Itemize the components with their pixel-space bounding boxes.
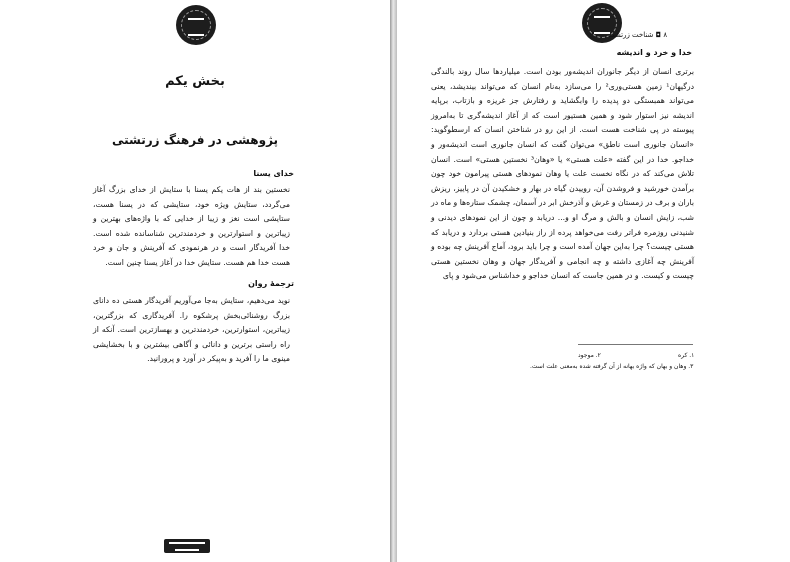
footnote: ۳. وهان و بهان که واژه بهانه از آن گرفته شده به‌معنی علت است. [530,363,694,370]
running-head: ۸ ◘ شناخت زرتشت [608,31,668,39]
body-paragraph: برتری انسان از دیگر جانوران اندیشه‌ور بودن است. میلیاردها سال روند بالندگی درگیهان¹ زمین هستی‌وری² را می‌سازد به‌نام انسان که می‌تواند بیندیشد، یعنی می‌تواند همبستگی دو پدیده را وابگشاید و رفتارش جز غریزه و بازتاب، برپایه اندیشه نیز استوار شود و همین هستیور است که از آغاز اندیشه‌گری تا به‌امروز پیوسته در پی شناخت هست است. از این رو در شناختن انسان که ارسطوگوید: «انسان جانوری است ناطق» می‌توان گفت که انسان جانوری است اندیشه‌ور و خداجو. خدا در این گفته «علت هستی» یا «وهان³ نخستین هستی» است. انسان تلاش می‌کند که در نگاه نخست علت یا وهان نمودهای هستی پیرامون خود چون برآمدن خورشید و فروشدن آن، روییدن گیاه در بهار و خشکیدن آن در پاییز، ریزش باران و برف در زمستان و غرش و آذرخش ابر در آسمان، چشمک ستاره‌ها و ماه در شب، زایش انسان و بالش و مرگ او و... دریابد و چون از این نمودهای دیدنی و شنیدنی روزمره فراتر رفت می‌خواهد پرده از راز بنیادین هستی بردارد و دریابد که هستی چیست؟ چرا به‌این جهان آمده است و چرا باید برود، آماج آفرینش چه بوده و آفرینش چه آغازی داشته و چه انجامی و آفریدگار جهان و وهان نخستین هستی چیست و کیست. و در همین جاست که انسان خداجو و خداشناس می‌شود و پای [431,67,694,281]
footnote: ۲. موجود [578,352,601,359]
book-gutter [390,0,397,562]
footnote: ۱. کره [678,352,695,359]
publisher-emblem-icon [176,5,216,45]
section-heading: خدای یسنا [253,169,294,178]
body-paragraph: نوید می‌دهیم، ستایش به‌جا می‌آوریم آفریدگار هستی ده دانای بزرگ روشنائی‌بخش پرشکوه را. آفریدگاری که بزرگترین، زیباترین، استوارترین، خردمندترین و بهسازترین است. آنکه از راه راستی برترین و دانائی و آگاهی بیشترین و با بخشایشی مینوی ما را آفرید و به‌پیکر در آورد و پرورانید. [93,296,290,364]
publisher-footer-logo-icon [164,539,210,553]
body-paragraph: نخستین بند از هات یکم یسنا با ستایش از خدای بزرگ آغاز می‌گردد، ستایش ویژه خود، ستایشی که در یسنا هست، ستایشی است نغز و زیبا از خدایی که با واژه‌های بهترین و زیباترین و استوارترین و خردمندترین شناسانده شده است. خدا آفریدگار است و در هرنمودی که آفرینش و جان و خرد هست خدا هم هست. ستایش خدا در آغاز یسنا چنین است. [93,185,290,267]
section-heading: ترجمهٔ روان [248,279,294,288]
section-heading: خدا و خرد و اندیشه [616,48,692,57]
footnote-divider [578,344,693,345]
left-page [0,0,390,562]
part-title: بخش یکم [165,74,225,89]
chapter-title: پژوهشی در فرهنگ زرتشتی [111,133,279,147]
